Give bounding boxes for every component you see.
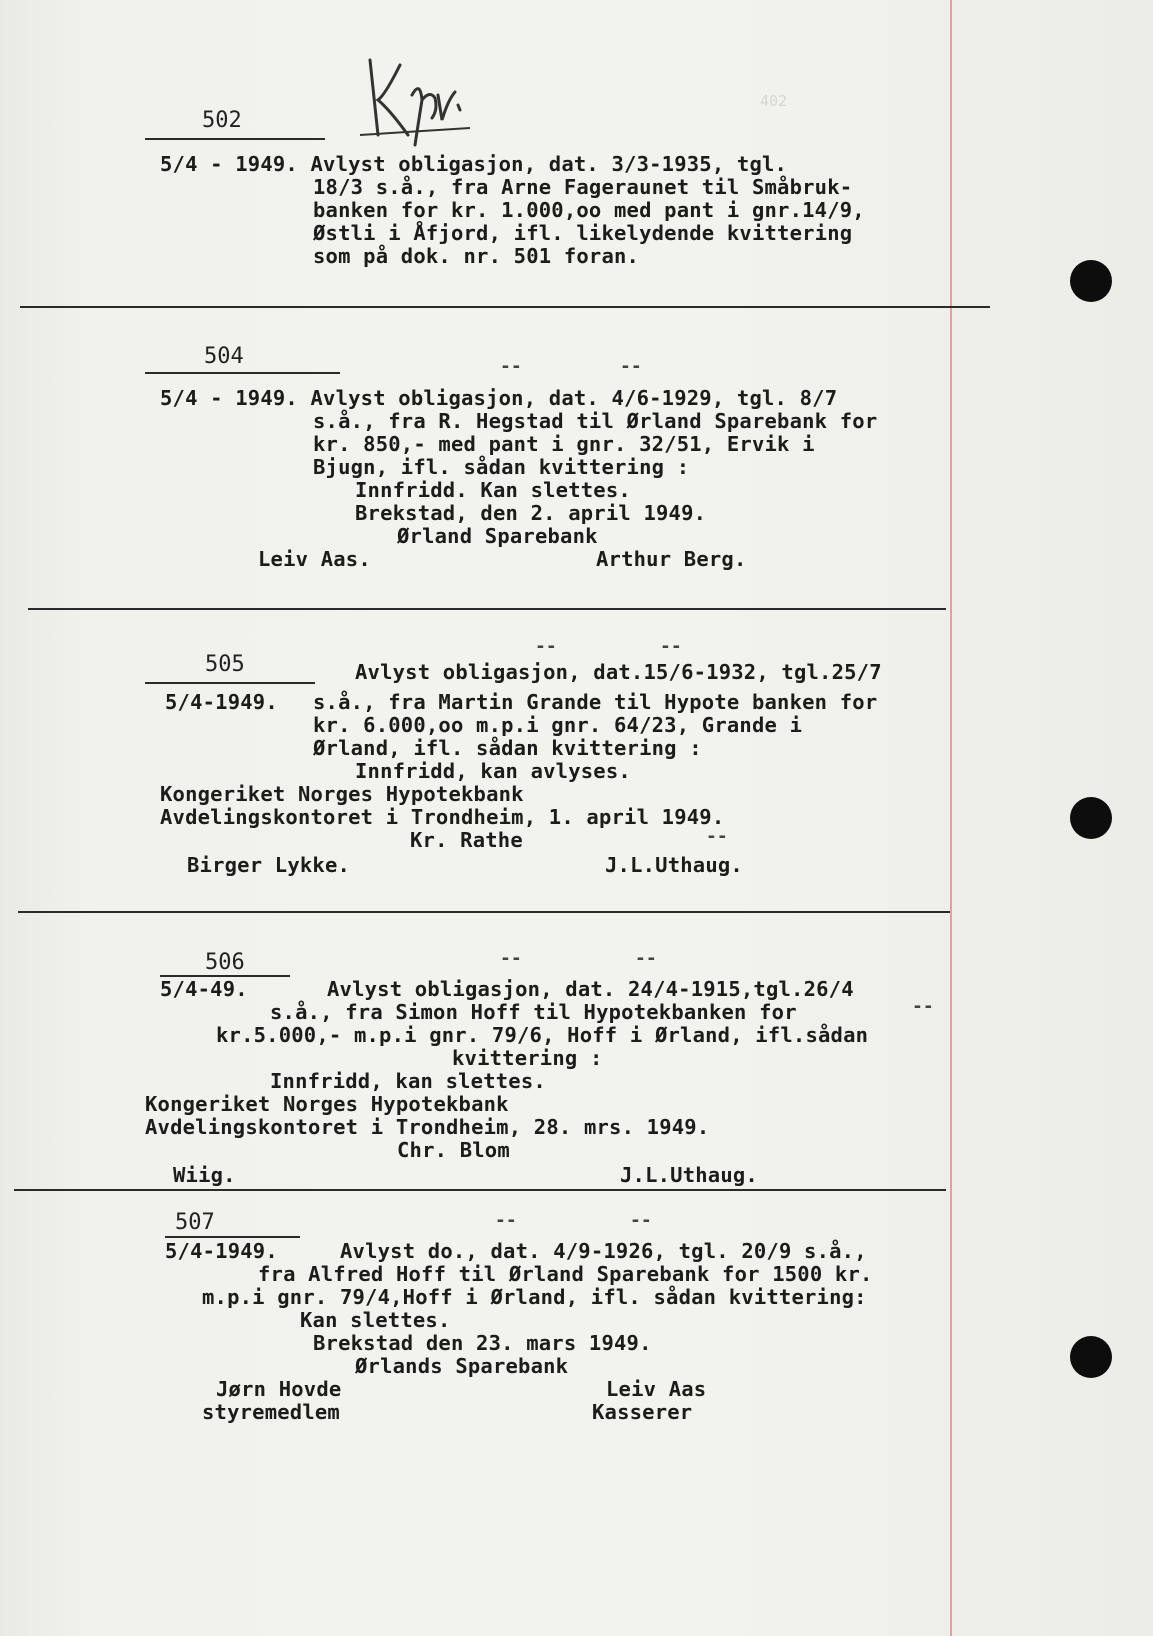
signatory: Jørn Hovde bbox=[216, 1377, 342, 1401]
entry-text-line: 5/4-1949. bbox=[165, 690, 278, 714]
bleed-through: 402 bbox=[760, 92, 788, 110]
entry-text-line: som på dok. nr. 501 foran. bbox=[313, 244, 640, 268]
entry-text-line: Innfridd, kan avlyses. bbox=[355, 759, 631, 783]
signature-initials bbox=[360, 40, 480, 150]
signatory: Leiv Aas. bbox=[258, 547, 371, 571]
entry-text-line: Avlyst obligasjon, dat. 24/4-1915,tgl.26/4 bbox=[327, 977, 854, 1001]
entry-text-line: Kongeriket Norges Hypotekbank bbox=[145, 1092, 509, 1116]
entry-text-line: Ørlands Sparebank bbox=[355, 1354, 569, 1378]
number-underline bbox=[145, 682, 315, 684]
signatory: Leiv Aas bbox=[606, 1377, 707, 1401]
signatory: J.L.Uthaug. bbox=[620, 1163, 758, 1187]
ditto-mark: -- bbox=[620, 356, 642, 377]
ditto-mark: -- bbox=[495, 1210, 517, 1231]
entry-number: 506 bbox=[205, 950, 245, 975]
signatory-title: styremedlem bbox=[202, 1400, 340, 1424]
entry-text-line: Avdelingskontoret i Trondheim, 1. april 1949. bbox=[160, 805, 725, 829]
entry-text-line: 5/4 - 1949. Avlyst obligasjon, dat. 4/6-1929, tgl. 8/7 bbox=[160, 386, 838, 410]
entry-text-line: Innfridd. Kan slettes. bbox=[355, 478, 631, 502]
punch-hole bbox=[1070, 797, 1112, 839]
number-underline bbox=[165, 1236, 300, 1238]
signatory: Birger Lykke. bbox=[187, 853, 351, 877]
entry-text-line: kvittering : bbox=[452, 1046, 603, 1070]
entry-text-line: Chr. Blom bbox=[397, 1138, 510, 1162]
entry-text-line: Ørland, ifl. sådan kvittering : bbox=[313, 736, 702, 760]
ditto-mark: -- bbox=[706, 826, 728, 847]
entry-text-line: Kr. Rathe bbox=[410, 828, 523, 852]
entry-text-line: Avdelingskontoret i Trondheim, 28. mrs. 1949. bbox=[145, 1115, 710, 1139]
entry-text-line: Innfridd, kan slettes. bbox=[270, 1069, 546, 1093]
ditto-mark: -- bbox=[535, 636, 557, 657]
ditto-mark: -- bbox=[500, 948, 522, 969]
signatory: Arthur Berg. bbox=[596, 547, 747, 571]
entry-text-line: banken for kr. 1.000,oo med pant i gnr.14/9, bbox=[313, 198, 865, 222]
punch-hole bbox=[1070, 1336, 1112, 1378]
entry-text-line: Bjugn, ifl. sådan kvittering : bbox=[313, 455, 690, 479]
number-underline bbox=[145, 372, 340, 374]
entry-text-line: Kongeriket Norges Hypotekbank bbox=[160, 782, 524, 806]
number-underline bbox=[145, 138, 325, 140]
entry-text-line: 5/4 - 1949. Avlyst obligasjon, dat. 3/3-1935, tgl. bbox=[160, 152, 788, 176]
entry-text-line: kr. 6.000,oo m.p.i gnr. 64/23, Grande i bbox=[313, 713, 803, 737]
entry-number: 507 bbox=[175, 1210, 215, 1235]
entry-text-line: kr. 850,- med pant i gnr. 32/51, Ervik i bbox=[313, 432, 815, 456]
entry-text-line: Avlyst do., dat. 4/9-1926, tgl. 20/9 s.å., bbox=[340, 1239, 867, 1263]
entry-number: 504 bbox=[204, 344, 244, 369]
entry-text-line: s.å., fra R. Hegstad til Ørland Sparebank for bbox=[313, 409, 878, 433]
entry-separator bbox=[28, 608, 946, 610]
entry-text-line: Kan slettes. bbox=[300, 1308, 451, 1332]
entry-text-line: fra Alfred Hoff til Ørland Sparebank for 1500 kr. bbox=[258, 1262, 873, 1286]
entry-text-line: s.å., fra Martin Grande til Hypote banken for bbox=[313, 690, 878, 714]
entry-text-line: Ørland Sparebank bbox=[397, 524, 598, 548]
entry-text-line: 18/3 s.å., fra Arne Fageraunet til Småbruk- bbox=[313, 175, 853, 199]
entry-text-line: s.å., fra Simon Hoff til Hypotekbanken for bbox=[270, 1000, 797, 1024]
entry-text-line: Brekstad, den 2. april 1949. bbox=[355, 501, 707, 525]
entry-separator bbox=[20, 306, 990, 308]
margin-line bbox=[950, 0, 952, 1636]
entry-separator bbox=[14, 1189, 946, 1191]
entry-number: 502 bbox=[202, 108, 242, 133]
signatory-title: Kasserer bbox=[592, 1400, 693, 1424]
bleed-through bbox=[30, 150, 39, 168]
ditto-mark: -- bbox=[635, 948, 657, 969]
entry-text-line: Brekstad den 23. mars 1949. bbox=[313, 1331, 652, 1355]
entry-text-line: Østli i Åfjord, ifl. likelydende kvittering bbox=[313, 221, 853, 245]
ditto-mark: -- bbox=[660, 636, 682, 657]
ditto-mark: -- bbox=[630, 1210, 652, 1231]
entry-text-line: 5/4-1949. bbox=[165, 1239, 278, 1263]
ditto-mark: -- bbox=[912, 996, 934, 1017]
entry-text-line: kr.5.000,- m.p.i gnr. 79/6, Hoff i Ørland, ifl.sådan bbox=[216, 1023, 869, 1047]
punch-hole bbox=[1070, 260, 1112, 302]
entry-separator bbox=[18, 911, 950, 913]
entry-text-line: m.p.i gnr. 79/4,Hoff i Ørland, ifl. sådan kvittering: bbox=[202, 1285, 867, 1309]
entry-text-line: 5/4-49. bbox=[160, 977, 248, 1001]
signatory: Wiig. bbox=[173, 1163, 236, 1187]
ditto-mark: -- bbox=[500, 356, 522, 377]
signatory: J.L.Uthaug. bbox=[605, 853, 743, 877]
entry-text-line: Avlyst obligasjon, dat.15/6-1932, tgl.25/7 bbox=[355, 660, 882, 684]
entry-number: 505 bbox=[205, 652, 245, 677]
